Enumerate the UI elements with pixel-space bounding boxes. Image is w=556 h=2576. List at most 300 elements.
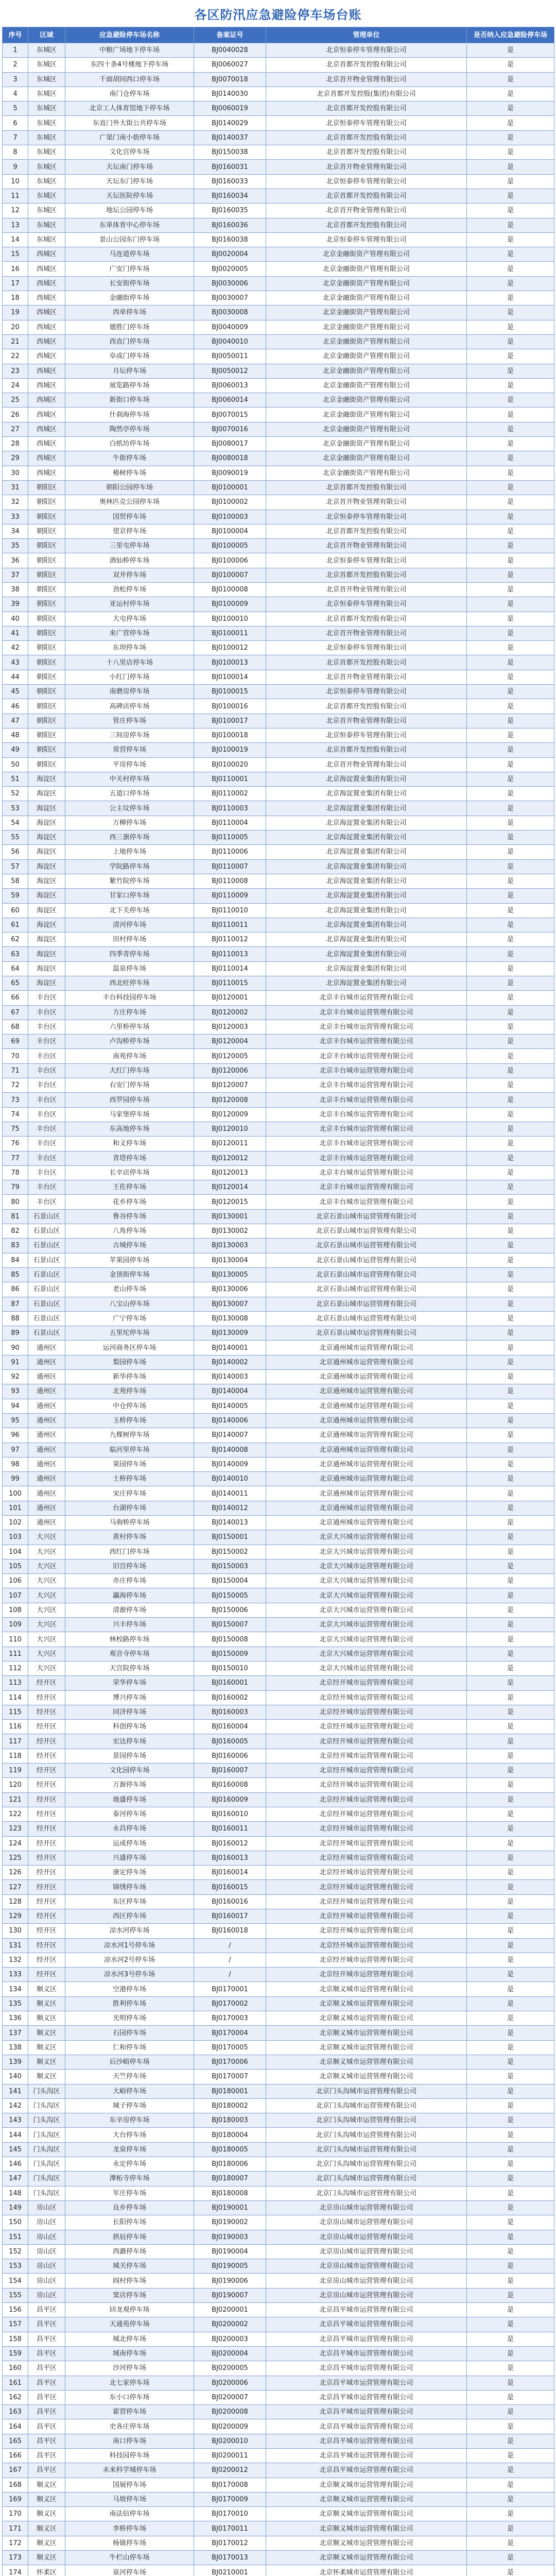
row-parking-name: 良乡停车场	[65, 2200, 194, 2215]
row-management-unit: 北京首都开发控股有限公司	[266, 58, 467, 72]
row-parking-name: 凉水河3号停车场	[65, 1968, 194, 1982]
row-district: 顺义区	[28, 1996, 65, 2011]
row-management-unit: 北京经开城市运营管理有限公司	[266, 1705, 467, 1719]
row-management-unit: 北京首都开发控股有限公司	[266, 145, 467, 160]
row-serial: 95	[3, 1413, 28, 1428]
row-included: 是	[467, 495, 554, 510]
row-parking-name: 兴盛停车场	[65, 1851, 194, 1865]
row-serial: 169	[3, 2492, 28, 2506]
row-record-number: BJ0170003	[194, 2011, 266, 2026]
row-record-number: BJ0160017	[194, 1909, 266, 1924]
row-district: 大兴区	[28, 1647, 65, 1661]
row-parking-name: 运河商务区停车场	[65, 1341, 194, 1355]
row-record-number: BJ0190003	[194, 2230, 266, 2244]
row-district: 丰台区	[28, 1180, 65, 1195]
row-included: 是	[467, 626, 554, 640]
row-serial: 140	[3, 2070, 28, 2084]
row-serial: 57	[3, 859, 28, 874]
row-parking-name: 拱辰停车场	[65, 2230, 194, 2244]
row-serial: 50	[3, 757, 28, 772]
row-serial: 153	[3, 2259, 28, 2274]
row-record-number: BJ0100006	[194, 553, 266, 568]
row-parking-name: 康定停车场	[65, 1866, 194, 1880]
row-serial: 12	[3, 204, 28, 218]
row-serial: 157	[3, 2317, 28, 2332]
row-district: 朝阳区	[28, 699, 65, 714]
row-parking-name: 天坛东门停车场	[65, 174, 194, 189]
row-serial: 72	[3, 1078, 28, 1093]
row-district: 海淀区	[28, 787, 65, 801]
row-record-number: BJ0100005	[194, 539, 266, 553]
row-parking-name: 千面胡同西口停车场	[65, 72, 194, 87]
row-included: 是	[467, 2390, 554, 2404]
row-parking-name: 胜利停车场	[65, 1996, 194, 2011]
row-management-unit: 北京首开物业管理有限公司	[266, 539, 467, 553]
row-serial: 40	[3, 612, 28, 626]
row-serial: 25	[3, 393, 28, 408]
row-district: 经开区	[28, 1676, 65, 1690]
row-parking-name: 土桥停车场	[65, 1472, 194, 1486]
row-record-number: BJ0160015	[194, 1880, 266, 1894]
row-record-number: BJ0030008	[194, 306, 266, 320]
row-serial: 83	[3, 1239, 28, 1253]
row-district: 西城区	[28, 422, 65, 436]
row-district: 通州区	[28, 1384, 65, 1399]
row-district: 通州区	[28, 1428, 65, 1443]
row-record-number: BJ0160018	[194, 1924, 266, 1938]
row-included: 是	[467, 1107, 554, 1122]
row-management-unit: 北京海淀置业集团有限公司	[266, 889, 467, 903]
row-record-number: BJ0120013	[194, 1165, 266, 1180]
row-management-unit: 北京通州城市运营管理有限公司	[266, 1443, 467, 1457]
row-record-number: BJ0110014	[194, 961, 266, 976]
table-row	[3, 2098, 554, 2113]
row-management-unit: 北京首开物业管理有限公司	[266, 72, 467, 87]
row-record-number: BJ0200010	[194, 2434, 266, 2448]
row-parking-name: 学院路停车场	[65, 859, 194, 874]
row-serial: 6	[3, 116, 28, 130]
row-management-unit: 北京门头沟城市运营管理有限公司	[266, 2098, 467, 2113]
row-management-unit: 北京经开城市运营管理有限公司	[266, 1836, 467, 1851]
row-management-unit: 北京顺义城市运营管理有限公司	[266, 1982, 467, 1996]
row-parking-name: 来广营停车场	[65, 626, 194, 640]
row-parking-name: 酒仙桥停车场	[65, 553, 194, 568]
row-serial: 69	[3, 1035, 28, 1049]
row-parking-name: 凉水河1号停车场	[65, 1938, 194, 1953]
table-row	[3, 1326, 554, 1341]
row-record-number: BJ0100016	[194, 699, 266, 714]
row-parking-name: 十八里店停车场	[65, 655, 194, 670]
row-included: 是	[467, 1894, 554, 1909]
table-row	[3, 2551, 554, 2565]
row-district: 朝阳区	[28, 582, 65, 597]
table-row	[3, 1996, 554, 2011]
row-management-unit: 北京金融街资产管理有限公司	[266, 276, 467, 291]
page-title: 各区防汛应急避险停车场台账	[194, 7, 362, 22]
row-included: 是	[467, 2346, 554, 2361]
row-serial: 104	[3, 1545, 28, 1559]
table-row	[3, 1574, 554, 1588]
row-serial: 77	[3, 1151, 28, 1165]
row-included: 是	[467, 859, 554, 874]
row-district: 丰台区	[28, 1122, 65, 1136]
row-record-number: BJ0110010	[194, 903, 266, 918]
row-serial: 98	[3, 1457, 28, 1471]
table-row	[3, 626, 554, 640]
row-district: 房山区	[28, 2215, 65, 2230]
row-serial: 159	[3, 2346, 28, 2361]
table-row	[3, 1807, 554, 1821]
row-included: 是	[467, 976, 554, 991]
row-parking-name: 西潞停车场	[65, 2244, 194, 2259]
row-district: 东城区	[28, 43, 65, 58]
row-serial: 124	[3, 1836, 28, 1851]
row-management-unit: 北京昌平城市运营管理有限公司	[266, 2419, 467, 2434]
row-included: 是	[467, 947, 554, 961]
row-management-unit: 北京经开城市运营管理有限公司	[266, 1749, 467, 1763]
row-parking-name: 金顶街停车场	[65, 1267, 194, 1282]
table-row	[3, 451, 554, 466]
row-parking-name: 方庄停车场	[65, 1005, 194, 1020]
row-management-unit: 北京大兴城市运营管理有限公司	[266, 1661, 467, 1675]
row-record-number: BJ0060014	[194, 393, 266, 408]
row-record-number: BJ0100004	[194, 524, 266, 538]
table-row	[3, 1341, 554, 1355]
row-management-unit: 北京经开城市运营管理有限公司	[266, 1734, 467, 1749]
table-row	[3, 1880, 554, 1894]
row-serial: 37	[3, 568, 28, 582]
row-parking-name: 城关停车场	[65, 2259, 194, 2274]
row-parking-name: 右安门停车场	[65, 1078, 194, 1093]
row-record-number: BJ0160038	[194, 232, 266, 247]
row-parking-name: 台湖停车场	[65, 1501, 194, 1515]
row-management-unit: 北京通州城市运营管理有限公司	[266, 1399, 467, 1413]
row-management-unit: 北京丰台城市运营管理有限公司	[266, 991, 467, 1005]
row-serial: 92	[3, 1370, 28, 1384]
row-serial: 91	[3, 1355, 28, 1369]
row-district: 顺义区	[28, 2492, 65, 2506]
table-row	[3, 1851, 554, 1865]
row-serial: 35	[3, 539, 28, 553]
row-parking-name: 中粮广场地下停车场	[65, 43, 194, 58]
row-included: 是	[467, 480, 554, 495]
table-row	[3, 2332, 554, 2346]
row-district: 经开区	[28, 1778, 65, 1792]
row-district: 西城区	[28, 262, 65, 276]
row-serial: 85	[3, 1267, 28, 1282]
row-management-unit: 北京经开城市运营管理有限公司	[266, 1807, 467, 1821]
row-parking-name: 望京停车场	[65, 524, 194, 538]
row-included: 是	[467, 1807, 554, 1821]
row-record-number: BJ0120005	[194, 1049, 266, 1063]
row-record-number: BJ0160009	[194, 1792, 266, 1807]
row-included: 是	[467, 1020, 554, 1034]
row-district: 昌平区	[28, 2317, 65, 2332]
row-district: 东城区	[28, 58, 65, 72]
row-parking-name: 公主坟停车场	[65, 801, 194, 816]
table-row	[3, 1836, 554, 1851]
table-row	[3, 1603, 554, 1617]
row-district: 丰台区	[28, 1063, 65, 1078]
row-district: 东城区	[28, 72, 65, 87]
row-management-unit: 北京顺义城市运营管理有限公司	[266, 2521, 467, 2536]
table-row	[3, 2011, 554, 2026]
row-parking-name: 西北旺停车场	[65, 976, 194, 991]
row-included: 是	[467, 1720, 554, 1734]
table-row	[3, 2186, 554, 2200]
row-record-number: BJ0120012	[194, 1151, 266, 1165]
row-district: 丰台区	[28, 1035, 65, 1049]
row-serial: 45	[3, 685, 28, 699]
table-row	[3, 1267, 554, 1282]
row-district: 顺义区	[28, 2040, 65, 2055]
row-record-number: BJ0130004	[194, 1253, 266, 1267]
row-district: 西城区	[28, 291, 65, 306]
row-record-number: BJ0160007	[194, 1764, 266, 1778]
row-district: 门头沟区	[28, 2128, 65, 2142]
row-district: 经开区	[28, 1720, 65, 1734]
row-included: 是	[467, 757, 554, 772]
row-management-unit: 北京大兴城市运营管理有限公司	[266, 1574, 467, 1588]
row-record-number: BJ0170004	[194, 2026, 266, 2040]
row-parking-name: 小红门停车场	[65, 670, 194, 684]
row-parking-name: 北七家停车场	[65, 2376, 194, 2390]
row-management-unit: 北京金融街资产管理有限公司	[266, 320, 467, 334]
header-management-unit: 管理单位	[266, 27, 467, 43]
row-district: 朝阳区	[28, 612, 65, 626]
row-record-number: BJ0130009	[194, 1326, 266, 1341]
row-district: 石景山区	[28, 1311, 65, 1326]
row-district: 昌平区	[28, 2434, 65, 2448]
row-parking-name: 五道口停车场	[65, 787, 194, 801]
row-included: 是	[467, 1866, 554, 1880]
row-management-unit: 北京门头沟城市运营管理有限公司	[266, 2142, 467, 2157]
row-record-number: BJ0100014	[194, 670, 266, 684]
row-district: 经开区	[28, 1836, 65, 1851]
row-management-unit: 北京经开城市运营管理有限公司	[266, 1938, 467, 1953]
row-included: 是	[467, 320, 554, 334]
row-included: 是	[467, 1603, 554, 1617]
table-row	[3, 1588, 554, 1603]
table-row	[3, 933, 554, 947]
table-row	[3, 422, 554, 436]
table-row	[3, 612, 554, 626]
table-row	[3, 2405, 554, 2419]
row-record-number: BJ0120014	[194, 1180, 266, 1195]
row-serial: 33	[3, 510, 28, 524]
row-management-unit: 北京丰台城市运营管理有限公司	[266, 1049, 467, 1063]
table-row	[3, 2361, 554, 2376]
table-row	[3, 2448, 554, 2463]
row-record-number: BJ0120015	[194, 1195, 266, 1209]
row-included: 是	[467, 116, 554, 130]
row-parking-name: 广渠门南小街停车场	[65, 130, 194, 145]
row-parking-name: 马坡停车场	[65, 2492, 194, 2506]
row-included: 是	[467, 1341, 554, 1355]
table-row	[3, 2040, 554, 2055]
row-parking-name: 北京工人体育馆地下停车场	[65, 101, 194, 116]
table-row	[3, 714, 554, 728]
row-parking-name: 什刹海停车场	[65, 408, 194, 422]
row-district: 通州区	[28, 1399, 65, 1413]
row-record-number: BJ0100011	[194, 626, 266, 640]
row-included: 是	[467, 2070, 554, 2084]
table-row	[3, 218, 554, 232]
table-row	[3, 1239, 554, 1253]
row-serial: 129	[3, 1909, 28, 1924]
table-row	[3, 1530, 554, 1545]
row-included: 是	[467, 2288, 554, 2302]
row-district: 门头沟区	[28, 2186, 65, 2200]
row-record-number: BJ0140030	[194, 87, 266, 101]
row-district: 东城区	[28, 87, 65, 101]
row-district: 顺义区	[28, 2536, 65, 2550]
row-serial: 90	[3, 1341, 28, 1355]
row-management-unit: 北京昌平城市运营管理有限公司	[266, 2463, 467, 2478]
row-serial: 174	[3, 2565, 28, 2576]
row-record-number: BJ0130006	[194, 1282, 266, 1297]
table-row	[3, 597, 554, 612]
row-record-number: BJ0140006	[194, 1413, 266, 1428]
row-parking-name: 未来科学城停车场	[65, 2463, 194, 2478]
row-management-unit: 北京金融街资产管理有限公司	[266, 364, 467, 378]
row-management-unit: 北京昌平城市运营管理有限公司	[266, 2332, 467, 2346]
table-row	[3, 276, 554, 291]
row-included: 是	[467, 408, 554, 422]
row-management-unit: 北京丰台城市运营管理有限公司	[266, 1093, 467, 1107]
row-management-unit: 北京通州城市运营管理有限公司	[266, 1515, 467, 1530]
table-row	[3, 903, 554, 918]
row-serial: 108	[3, 1603, 28, 1617]
row-parking-name: 玉桥停车场	[65, 1413, 194, 1428]
row-parking-name: 亚运村停车场	[65, 597, 194, 612]
row-district: 经开区	[28, 1807, 65, 1821]
row-parking-name: 西罗园停车场	[65, 1093, 194, 1107]
row-record-number: BJ0150004	[194, 1574, 266, 1588]
row-included: 是	[467, 2434, 554, 2448]
row-district: 石景山区	[28, 1297, 65, 1311]
row-included: 是	[467, 1413, 554, 1428]
row-record-number: BJ0100003	[194, 510, 266, 524]
row-parking-name: 长安街停车场	[65, 276, 194, 291]
row-record-number: BJ0160036	[194, 218, 266, 232]
row-serial: 171	[3, 2521, 28, 2536]
row-district: 海淀区	[28, 918, 65, 932]
row-district: 海淀区	[28, 976, 65, 991]
row-serial: 97	[3, 1443, 28, 1457]
row-management-unit: 北京大兴城市运营管理有限公司	[266, 1603, 467, 1617]
row-serial: 130	[3, 1924, 28, 1938]
table-row	[3, 204, 554, 218]
table-row	[3, 787, 554, 801]
row-serial: 55	[3, 831, 28, 845]
row-management-unit: 北京怀柔城市运营管理有限公司	[266, 2565, 467, 2576]
row-serial: 144	[3, 2128, 28, 2142]
row-management-unit: 北京房山城市运营管理有限公司	[266, 2274, 467, 2288]
row-district: 大兴区	[28, 1603, 65, 1617]
table-row	[3, 1982, 554, 1996]
row-management-unit: 北京恒泰停车管理有限公司	[266, 685, 467, 699]
row-serial: 109	[3, 1618, 28, 1632]
row-record-number: BJ0170002	[194, 1996, 266, 2011]
row-parking-name: 清源停车场	[65, 1603, 194, 1617]
row-management-unit: 北京金融街资产管理有限公司	[266, 262, 467, 276]
row-district: 昌平区	[28, 2448, 65, 2463]
row-management-unit: 北京金融街资产管理有限公司	[266, 437, 467, 451]
table-row	[3, 174, 554, 189]
row-district: 丰台区	[28, 1093, 65, 1107]
table-row	[3, 641, 554, 655]
row-included: 是	[467, 1195, 554, 1209]
row-management-unit: 北京石景山城市运营管理有限公司	[266, 1224, 467, 1239]
table-row	[3, 1413, 554, 1428]
row-management-unit: 北京丰台城市运营管理有限公司	[266, 1195, 467, 1209]
row-parking-name: 广安门停车场	[65, 262, 194, 276]
row-record-number: BJ0160016	[194, 1894, 266, 1909]
row-record-number: /	[194, 1968, 266, 1982]
row-serial: 48	[3, 728, 28, 742]
row-district: 朝阳区	[28, 480, 65, 495]
row-serial: 65	[3, 976, 28, 991]
row-parking-name: 南口停车场	[65, 2434, 194, 2448]
row-serial: 93	[3, 1384, 28, 1399]
row-serial: 9	[3, 160, 28, 174]
row-parking-name: 南门仓停车场	[65, 87, 194, 101]
table-row	[3, 393, 554, 408]
row-parking-name: 锦绣停车场	[65, 1880, 194, 1894]
row-parking-name: 花乡停车场	[65, 1195, 194, 1209]
row-record-number: BJ0040009	[194, 320, 266, 334]
table-row	[3, 1501, 554, 1515]
row-district: 门头沟区	[28, 2113, 65, 2128]
table-row	[3, 1399, 554, 1413]
row-record-number: BJ0140012	[194, 1501, 266, 1515]
row-serial: 30	[3, 466, 28, 480]
row-parking-name: 马连道停车场	[65, 247, 194, 262]
row-district: 通州区	[28, 1413, 65, 1428]
row-parking-name: 南法信停车场	[65, 2507, 194, 2521]
table-row	[3, 495, 554, 510]
row-record-number: BJ0100007	[194, 568, 266, 582]
row-serial: 107	[3, 1588, 28, 1603]
row-district: 海淀区	[28, 831, 65, 845]
row-parking-name: 沙河停车场	[65, 2361, 194, 2376]
row-serial: 115	[3, 1705, 28, 1719]
row-management-unit: 北京恒泰停车管理有限公司	[266, 174, 467, 189]
row-serial: 149	[3, 2200, 28, 2215]
row-management-unit: 北京首开物业管理有限公司	[266, 626, 467, 640]
row-record-number: BJ0100013	[194, 655, 266, 670]
row-serial: 34	[3, 524, 28, 538]
row-district: 西城区	[28, 437, 65, 451]
row-serial: 150	[3, 2215, 28, 2230]
row-serial: 125	[3, 1851, 28, 1865]
row-record-number: BJ0110005	[194, 831, 266, 845]
row-record-number: BJ0150002	[194, 1545, 266, 1559]
row-included: 是	[467, 2230, 554, 2244]
row-district: 海淀区	[28, 772, 65, 786]
row-record-number: BJ0050011	[194, 349, 266, 364]
row-included: 是	[467, 1370, 554, 1384]
table-row	[3, 2215, 554, 2230]
row-district: 西城区	[28, 393, 65, 408]
table-row	[3, 87, 554, 101]
row-parking-name: 八角停车场	[65, 1224, 194, 1239]
row-parking-name: 霍营停车场	[65, 2405, 194, 2419]
row-management-unit: 北京昌平城市运营管理有限公司	[266, 2303, 467, 2317]
row-district: 丰台区	[28, 1151, 65, 1165]
row-serial: 7	[3, 130, 28, 145]
